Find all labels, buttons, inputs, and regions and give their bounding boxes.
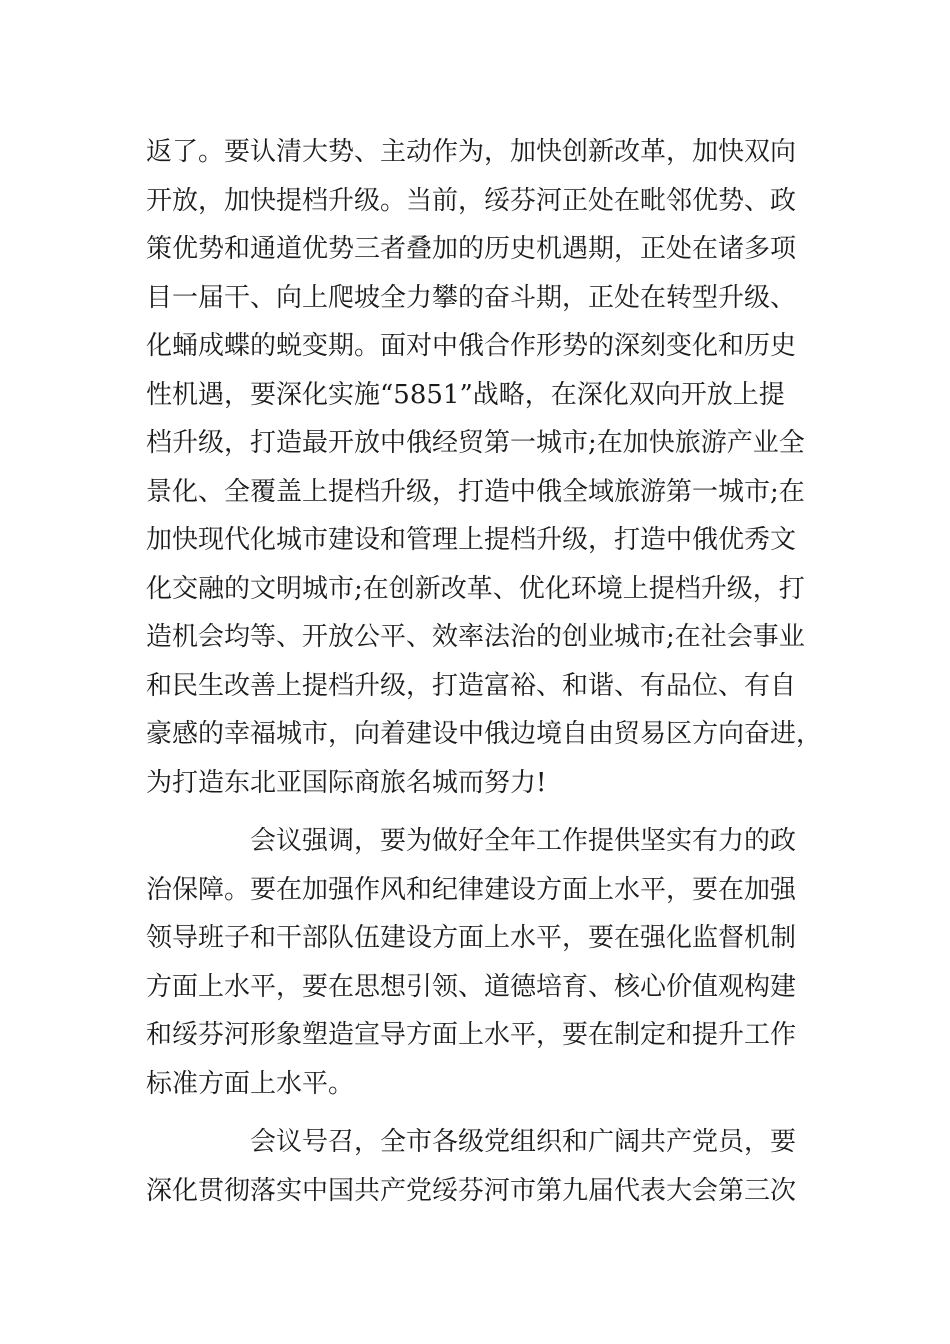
text-line: 和绥芬河形象塑造宣导方面上水平，要在制定和提升工作 — [146, 1020, 797, 1050]
text-line: 开放，加快提档升级。当前，绥芬河正处在毗邻优势、政 — [146, 185, 797, 216]
text-line: 返了。要认清大势、主动作为，加快创新改革，加快双向 — [146, 137, 797, 167]
text-line: 为打造东北亚国际商旅名城而努力! — [146, 767, 547, 798]
text-line: 档升级，打造最开放中俄经贸第一城市;在加快旅游产业全 — [146, 428, 805, 458]
text-line: 景化、全覆盖上提档升级，打造中俄全域旅游第一城市;在 — [146, 476, 805, 507]
text-line: 性机遇，要深化实施“5851”战略，在深化双向开放上提 — [146, 379, 785, 410]
text-line: 加快现代化城市建设和管理上提档升级，打造中俄优秀文 — [146, 525, 797, 555]
text-line: 治保障。要在加强作风和纪律建设方面上水平，要在加强 — [146, 874, 797, 905]
text-line: 和民生改善上提档升级，打造富裕、和谐、有品位、有自 — [146, 670, 797, 701]
text-line: 化蛹成蝶的蜕变期。面对中俄合作形势的深刻变化和历史 — [146, 331, 797, 361]
text-line: 会议强调，要为做好全年工作提供坚实有力的政 — [250, 826, 797, 856]
document-body — [146, 128, 826, 1215]
text-line: 目一届干、向上爬坡全力攀的奋斗期，正处在转型升级、 — [146, 282, 797, 313]
text-line: 标准方面上水平。 — [146, 1068, 355, 1099]
text-line: 造机会均等、开放公平、效率法治的创业城市;在社会事业 — [146, 622, 805, 652]
text-line: 领导班子和干部队伍建设方面上水平，要在强化监督机制 — [146, 923, 797, 953]
text-line: 方面上水平，要在思想引领、道德培育、核心价值观构建 — [146, 971, 797, 1002]
paragraph-3 — [146, 1118, 826, 1215]
text-line: 策优势和通道优势三者叠加的历史机遇期，正处在诸多项 — [146, 234, 797, 264]
text-line: 深化贯彻落实中国共产党绥芬河市第九届代表大会第三次 — [146, 1175, 797, 1206]
text-line: 豪感的幸福城市，向着建设中俄边境自由贸易区方向奋进， — [146, 719, 823, 749]
text-line: 化交融的文明城市;在创新改革、优化环境上提档升级，打 — [146, 573, 805, 604]
paragraph-2 — [146, 817, 826, 1108]
paragraph-1 — [146, 128, 826, 807]
text-line: 会议号召，全市各级党组织和广阔共产党员，要 — [250, 1127, 797, 1157]
